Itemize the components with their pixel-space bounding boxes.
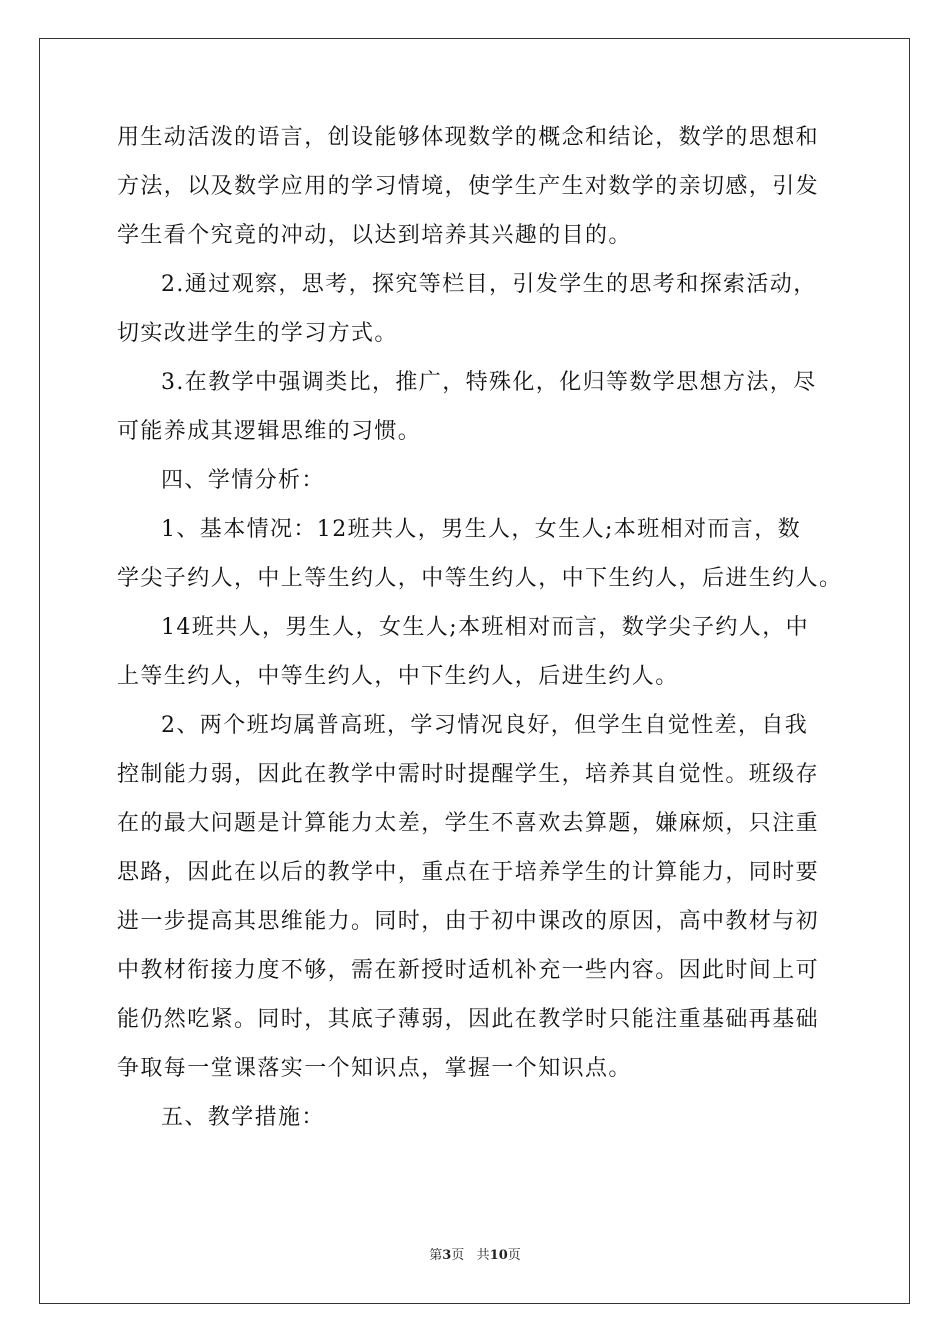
text-line: 2.通过观察，思考，探究等栏目，引发学生的思考和探索活动，: [161, 272, 817, 297]
text-line: 上等生约人，中等生约人，中下生约人，后进生约人。: [117, 664, 679, 689]
text-line: 1、基本情况：12班共人，男生人，女生人;本班相对而言，数: [161, 517, 802, 542]
section-heading: 四、学情分析：: [161, 468, 325, 493]
total-page-number: 10: [489, 1248, 508, 1263]
text-line: 切实改进学生的学习方式。: [117, 321, 398, 346]
text-line: 学尖子约人，中上等生约人，中等生约人，中下生约人，后进生约人。: [117, 566, 843, 591]
text-line: 用生动活泼的语言，创设能够体现数学的概念和结论，数学的思想和: [117, 125, 820, 150]
text-line: 在的最大问题是计算能力太差，学生不喜欢去算题，嫌麻烦，只注重: [117, 811, 820, 836]
text-line: 中教材衔接力度不够，需在新授时适机补充一些内容。因此时间上可: [117, 958, 820, 983]
document-body: [117, 124, 843, 1153]
text-line: 可能养成其逻辑思维的习惯。: [117, 419, 422, 444]
footer-prefix: 第: [429, 1248, 443, 1263]
text-line: 2、两个班均属普高班，学习情况良好，但学生自觉性差，自我: [161, 713, 809, 738]
footer-total-suffix: 页: [507, 1248, 521, 1263]
footer-total-prefix: 共: [476, 1248, 490, 1263]
text-line: 学生看个究竟的冲动，以达到培养其兴趣的目的。: [117, 223, 632, 248]
text-line: 争取每一堂课落实一个知识点，掌握一个知识点。: [117, 1056, 632, 1081]
text-line: 14班共人，男生人，女生人;本班相对而言，数学尖子约人，中: [161, 615, 810, 640]
text-line: 思路，因此在以后的教学中，重点在于培养学生的计算能力，同时要: [117, 860, 820, 885]
footer-page-suffix: 页: [451, 1248, 465, 1263]
text-line: 3.在教学中强调类比，推广，特殊化，化归等数学思想方法，尽: [161, 370, 817, 395]
section-heading: 五、教学措施：: [161, 1105, 325, 1130]
text-line: 进一步提高其思维能力。同时，由于初中课改的原因，高中教材与初: [117, 909, 820, 934]
text-line: 方法，以及数学应用的学习情境，使学生产生对数学的亲切感，引发: [117, 174, 820, 199]
text-line: 控制能力弱，因此在教学中需时时提醒学生，培养其自觉性。班级存: [117, 762, 820, 787]
text-line: 能仍然吃紧。同时，其底子薄弱，因此在教学时只能注重基础再基础: [117, 1007, 820, 1032]
current-page-number: 3: [442, 1248, 452, 1263]
page-footer: [0, 1248, 950, 1264]
